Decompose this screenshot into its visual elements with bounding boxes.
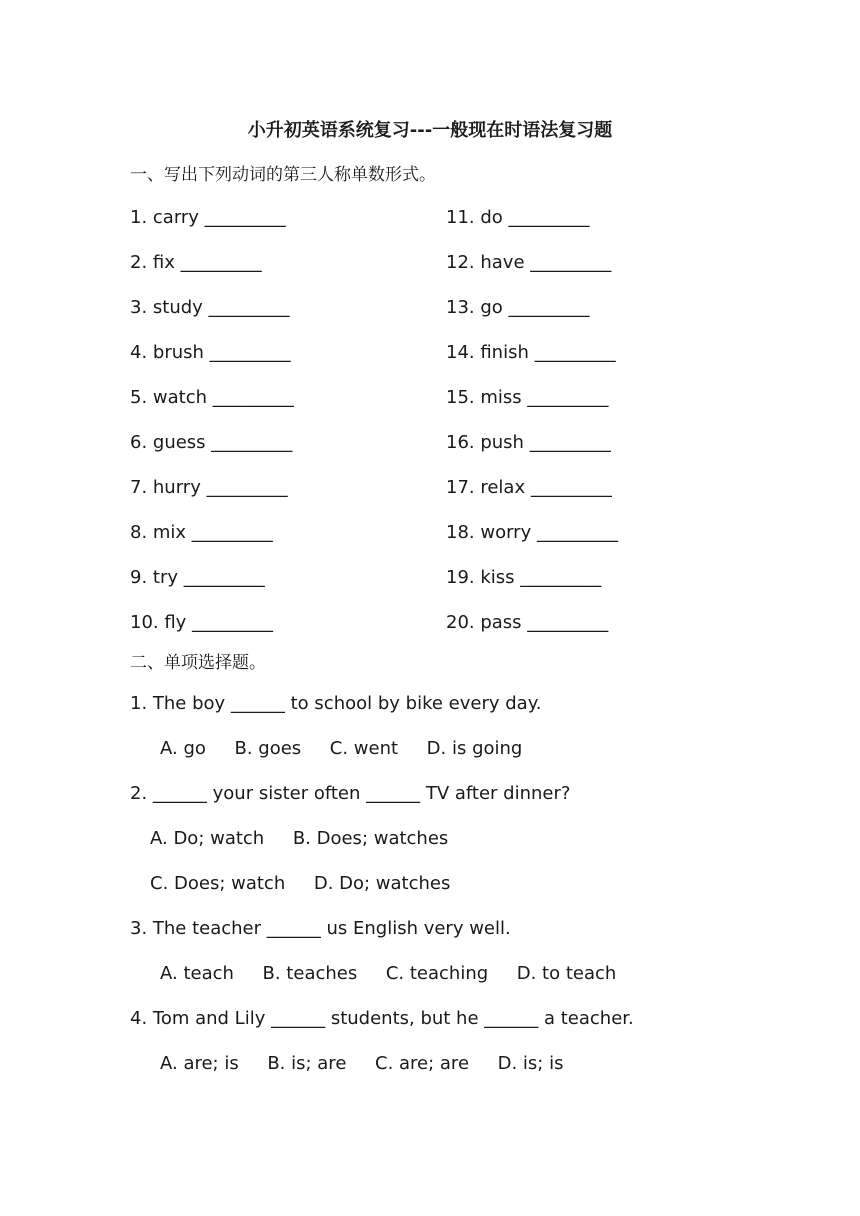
question-options: C. Does; watch D. Do; watches bbox=[150, 873, 451, 894]
verb-item: 13. go _________ bbox=[446, 297, 590, 318]
question-options: A. teach B. teaches C. teaching D. to teach bbox=[160, 963, 617, 984]
verb-item: 10. fly _________ bbox=[130, 612, 274, 633]
verb-item: 4. brush _________ bbox=[130, 342, 291, 363]
verb-item: 12. have _________ bbox=[446, 252, 612, 273]
question-options: A. are; is B. is; are C. are; are D. is; is bbox=[160, 1053, 564, 1074]
question-stem: 3. The teacher ______ us English very well. bbox=[130, 918, 511, 939]
question-stem: 4. Tom and Lily ______ students, but he ______ a teacher. bbox=[130, 1008, 634, 1029]
verb-item: 19. kiss _________ bbox=[446, 567, 602, 588]
verb-item: 1. carry _________ bbox=[130, 207, 286, 228]
verb-item: 17. relax _________ bbox=[446, 477, 612, 498]
question-stem: 2. ______ your sister often ______ TV after dinner? bbox=[130, 783, 571, 804]
section-2-heading: 二、单项选择题。 bbox=[130, 653, 266, 673]
verb-item: 15. miss _________ bbox=[446, 387, 609, 408]
verb-item: 16. push _________ bbox=[446, 432, 611, 453]
verb-item: 11. do _________ bbox=[446, 207, 590, 228]
verb-item: 8. mix _________ bbox=[130, 522, 273, 543]
verb-item: 14. finish _________ bbox=[446, 342, 616, 363]
verb-item: 6. guess _________ bbox=[130, 432, 293, 453]
page-title: 小升初英语系统复习---一般现在时语法复习题 bbox=[247, 120, 613, 141]
verb-item: 3. study _________ bbox=[130, 297, 290, 318]
verb-item: 9. try _________ bbox=[130, 567, 265, 588]
section-1-heading: 一、写出下列动词的第三人称单数形式。 bbox=[130, 165, 436, 185]
question-stem: 1. The boy ______ to school by bike every day. bbox=[130, 693, 542, 714]
verb-item: 7. hurry _________ bbox=[130, 477, 288, 498]
verb-item: 18. worry _________ bbox=[446, 522, 618, 543]
verb-item: 5. watch _________ bbox=[130, 387, 294, 408]
verb-item: 20. pass _________ bbox=[446, 612, 609, 633]
question-options: A. go B. goes C. went D. is going bbox=[160, 738, 523, 759]
question-options: A. Do; watch B. Does; watches bbox=[150, 828, 449, 849]
verb-item: 2. fix _________ bbox=[130, 252, 262, 273]
